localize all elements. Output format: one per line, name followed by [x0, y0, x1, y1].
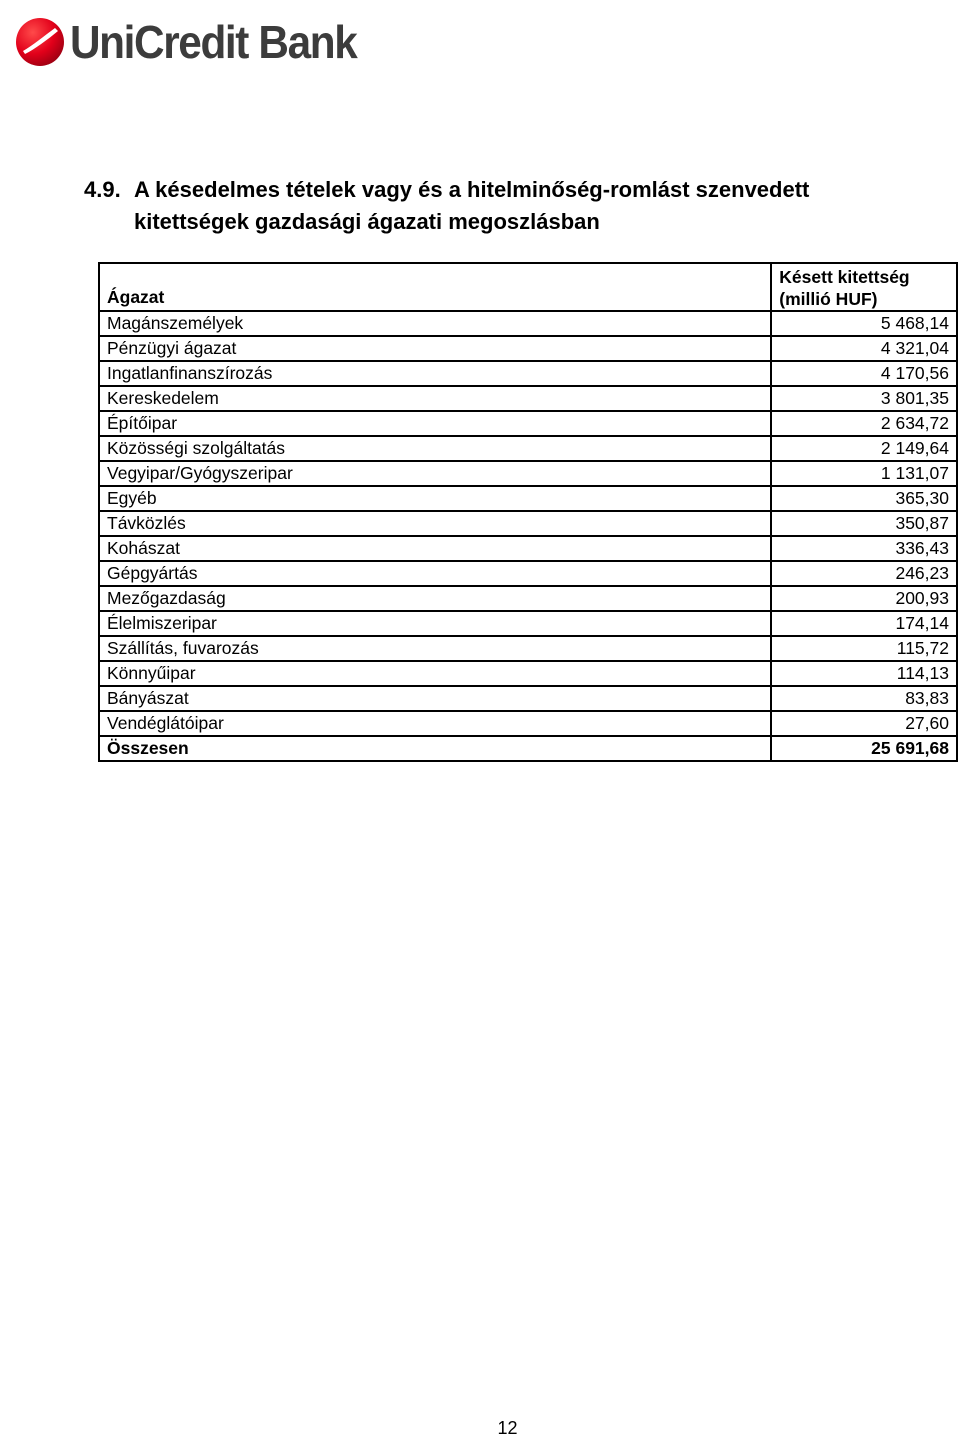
- value-cell: 115,72: [771, 636, 957, 661]
- sector-cell: Magánszemélyek: [99, 311, 771, 336]
- value-cell: 246,23: [771, 561, 957, 586]
- table-row: [99, 386, 957, 411]
- value-cell: 1 131,07: [771, 461, 957, 486]
- value-cell: 4 321,04: [771, 336, 957, 361]
- sector-cell: Közösségi szolgáltatás: [99, 436, 771, 461]
- sector-cell: Pénzügyi ágazat: [99, 336, 771, 361]
- sector-cell: Mezőgazdaság: [99, 586, 771, 611]
- table-row: [99, 436, 957, 461]
- section-heading: [84, 174, 944, 238]
- table-row: [99, 361, 957, 386]
- value-cell: 83,83: [771, 686, 957, 711]
- sector-cell: Vegyipar/Gyógyszeripar: [99, 461, 771, 486]
- table-row: [99, 486, 957, 511]
- table-row: [99, 636, 957, 661]
- brand-name: UniCredit Bank: [70, 16, 357, 68]
- value-cell: 365,30: [771, 486, 957, 511]
- value-cell: 5 468,14: [771, 311, 957, 336]
- value-header-line2: (millió HUF): [779, 289, 878, 309]
- unicredit-logo-icon: [14, 16, 66, 68]
- exposure-table: [98, 262, 958, 762]
- value-cell: 2 149,64: [771, 436, 957, 461]
- sector-cell: Bányászat: [99, 686, 771, 711]
- brand-logo: [14, 14, 381, 70]
- sector-cell: Kereskedelem: [99, 386, 771, 411]
- table-row: [99, 711, 957, 736]
- table-row: [99, 336, 957, 361]
- value-cell: 350,87: [771, 511, 957, 536]
- section-title-line2: kitettségek gazdasági ágazati megoszlásban: [134, 209, 600, 234]
- table-total-row: [99, 736, 957, 761]
- sector-cell: Építőipar: [99, 411, 771, 436]
- table-row: [99, 536, 957, 561]
- section-title-line1: A késedelmes tételek vagy és a hitelminőség-romlást szenvedett: [134, 177, 810, 202]
- value-cell: 336,43: [771, 536, 957, 561]
- sector-cell: Távközlés: [99, 511, 771, 536]
- value-cell: 27,60: [771, 711, 957, 736]
- page-number: 12: [497, 1418, 518, 1438]
- sector-cell: Kohászat: [99, 536, 771, 561]
- section-number: 4.9.: [84, 177, 121, 202]
- total-value-cell: 25 691,68: [771, 736, 957, 761]
- value-cell: 174,14: [771, 611, 957, 636]
- sector-cell: Könnyűipar: [99, 661, 771, 686]
- table-row: [99, 611, 957, 636]
- table-row: [99, 411, 957, 436]
- table-row: [99, 311, 957, 336]
- value-column-header: [771, 263, 957, 311]
- table-row: [99, 461, 957, 486]
- table-row: [99, 686, 957, 711]
- value-header-line1: Késett kitettség: [779, 267, 910, 287]
- table-row: [99, 511, 957, 536]
- sector-cell: Szállítás, fuvarozás: [99, 636, 771, 661]
- total-label-cell: Összesen: [99, 736, 771, 761]
- value-cell: 3 801,35: [771, 386, 957, 411]
- value-cell: 2 634,72: [771, 411, 957, 436]
- table-header-row: [99, 263, 957, 311]
- table-row: [99, 561, 957, 586]
- sector-cell: Gépgyártás: [99, 561, 771, 586]
- table-row: [99, 661, 957, 686]
- sector-cell: Vendéglátóipar: [99, 711, 771, 736]
- value-cell: 4 170,56: [771, 361, 957, 386]
- value-cell: 114,13: [771, 661, 957, 686]
- sector-column-header: Ágazat: [99, 263, 771, 311]
- table-row: [99, 586, 957, 611]
- sector-cell: Ingatlanfinanszírozás: [99, 361, 771, 386]
- sector-cell: Élelmiszeripar: [99, 611, 771, 636]
- value-cell: 200,93: [771, 586, 957, 611]
- sector-cell: Egyéb: [99, 486, 771, 511]
